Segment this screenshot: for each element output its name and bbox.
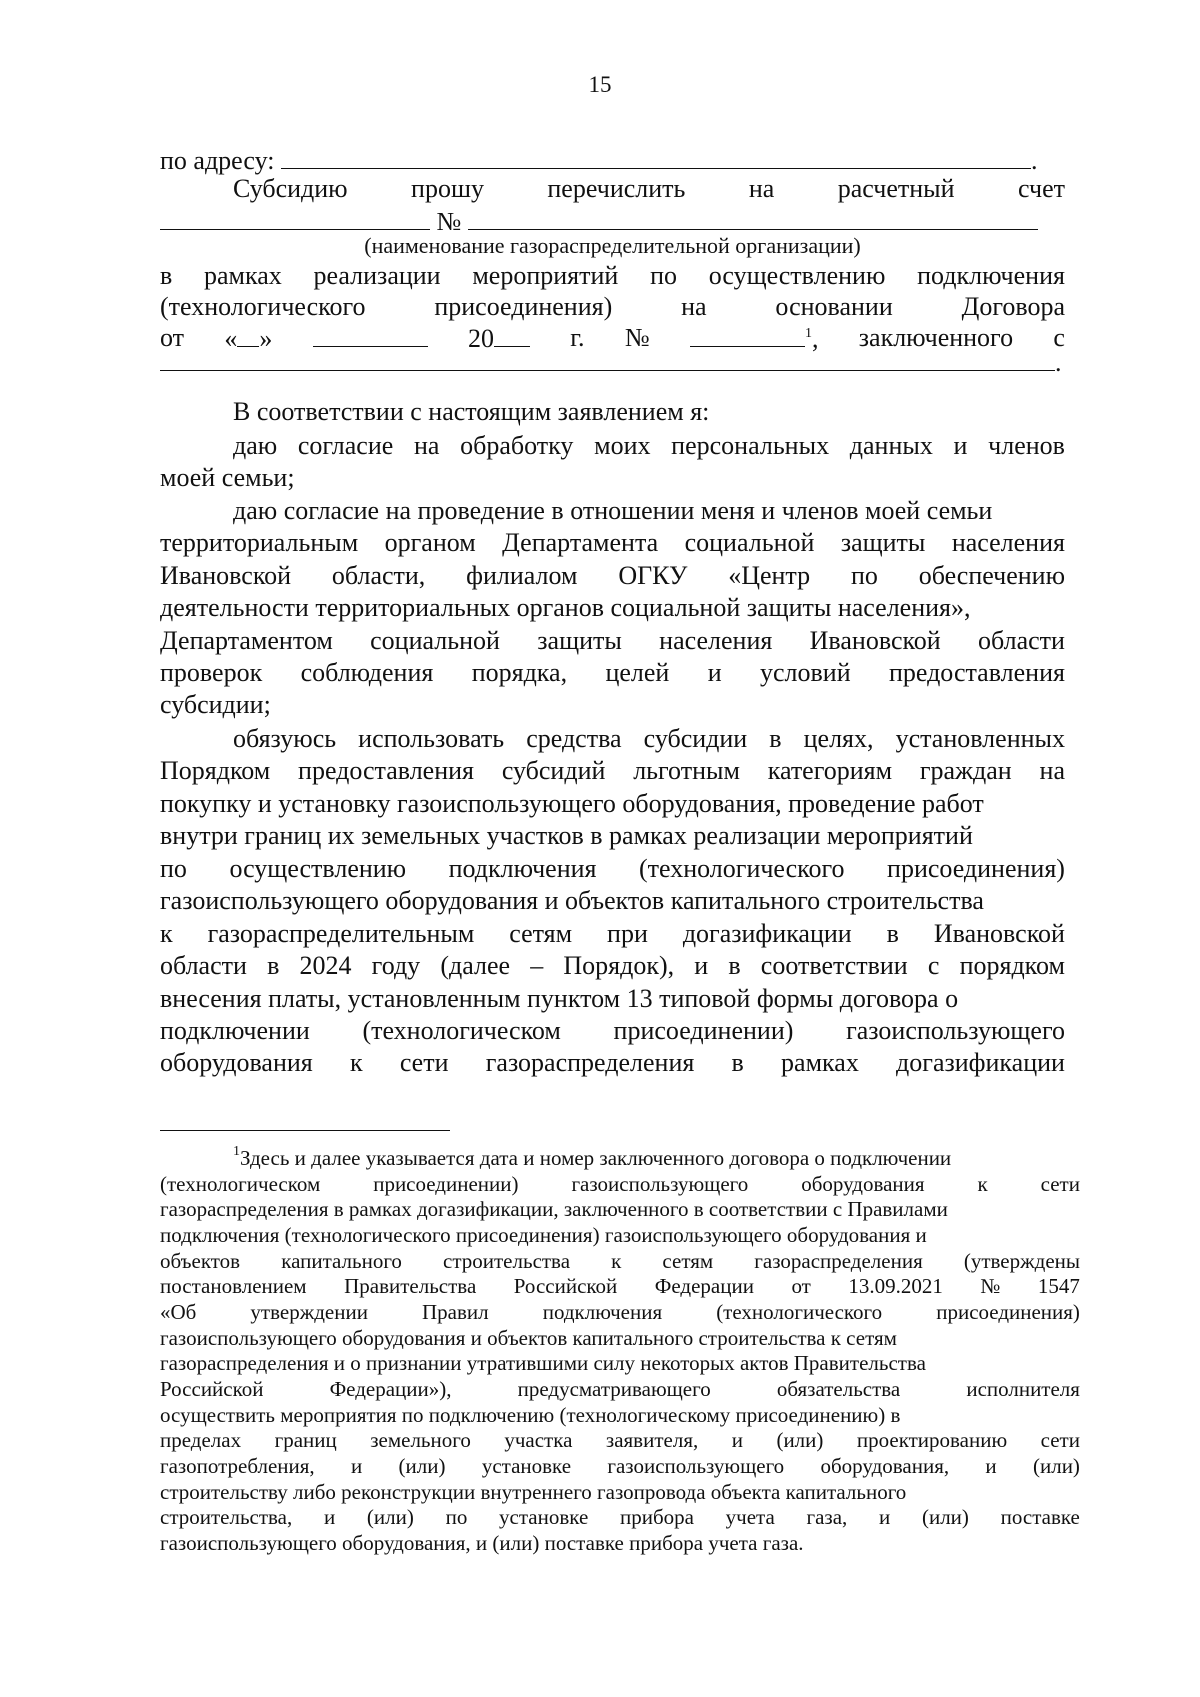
p2-line-3 [160, 560, 1065, 592]
word: с [927, 951, 940, 980]
word: Российской [513, 1274, 618, 1298]
word: сети [1040, 1428, 1080, 1452]
word: населения [659, 626, 773, 655]
word: «Центр [728, 561, 811, 590]
word: участка [504, 1428, 573, 1452]
intro: В соответствии с настоящим заявлением я: [233, 397, 710, 426]
word: присоединения) [434, 292, 613, 321]
word: Субсидию [233, 174, 348, 203]
word: пределах [160, 1428, 242, 1452]
word: органом [384, 528, 476, 557]
word: субсидий [501, 756, 606, 785]
word: и [350, 1454, 363, 1478]
word: строительства [443, 1249, 571, 1273]
word: исполнителя [966, 1377, 1080, 1401]
org-caption: (наименование газораспределительной организации) [364, 233, 861, 258]
p3-line-9: внесения платы, установленным пунктом 13 типовой формы договора о [160, 984, 959, 1013]
footnote-line-4: подключения (технологического присоединения) газоиспользующего оборудования и [160, 1223, 927, 1247]
word: (или) [398, 1454, 446, 1478]
p1-line-2: моей семьи; [160, 463, 295, 492]
form-line-5 [160, 291, 1065, 323]
p2-line-2 [160, 527, 1065, 559]
word: 1547 [1037, 1274, 1080, 1298]
word: при [607, 919, 648, 948]
word: осуществлению [229, 854, 407, 883]
word: и [707, 658, 722, 687]
word: границ [274, 1428, 337, 1452]
form-line-4 [160, 260, 1065, 292]
word: заявителя, [605, 1428, 699, 1452]
word: данных [849, 431, 933, 460]
year-blank [494, 322, 530, 347]
word: газораспределения [485, 1048, 695, 1077]
word: субсидии [643, 724, 748, 753]
word: льготным [633, 756, 740, 785]
word: постановлением [160, 1274, 307, 1298]
word: сетям [509, 919, 573, 948]
word: «Об [160, 1300, 197, 1324]
word: к [611, 1249, 622, 1273]
p2-line-6 [160, 657, 1065, 689]
word: (или) [776, 1428, 824, 1452]
footnote-line-5 [160, 1249, 1080, 1275]
word: соответствии [760, 951, 908, 980]
footnote-line-3: газораспределения в рамках догазификации, заключенного в соответствии с Правилами [160, 1197, 948, 1221]
footnote-line-12 [160, 1428, 1080, 1454]
word: в [769, 724, 782, 753]
word: проектированию [856, 1428, 1008, 1452]
word: Российской [160, 1377, 264, 1401]
word: соблюдения [300, 658, 434, 687]
word: подключения [917, 261, 1065, 290]
word: мероприятий [472, 261, 619, 290]
word: подключения [448, 854, 597, 883]
word: Федерации [654, 1274, 754, 1298]
word: проверок [160, 658, 263, 687]
word: поставке [1000, 1505, 1080, 1529]
word: области [978, 626, 1065, 655]
word: предусматривающего [517, 1377, 711, 1401]
word: порядка, [471, 658, 568, 687]
address-line: по адресу: . [160, 146, 1038, 175]
word: Департаментом [160, 626, 333, 655]
number-sign: № [436, 207, 462, 236]
p3-line-5 [160, 853, 1065, 885]
page-number: 15 [588, 72, 612, 97]
footnote-line-15 [160, 1505, 1080, 1531]
word: году [371, 951, 421, 980]
word: обязательства [776, 1377, 901, 1401]
word: основании [775, 292, 893, 321]
word: в [886, 919, 899, 948]
word: Правил [422, 1300, 489, 1324]
comma: , [811, 324, 819, 353]
word: газоиспользующего [607, 1454, 785, 1478]
footnote-line-7 [160, 1300, 1080, 1326]
word: подключении [160, 1016, 310, 1045]
p3-line-6: газоиспользующего оборудования и объектов капитального строительства [160, 886, 984, 915]
word: Правительства [344, 1274, 477, 1298]
word: граждан [919, 756, 1012, 785]
word: моих [594, 431, 651, 460]
word: догазификации [896, 1048, 1065, 1077]
word: персональных [671, 431, 830, 460]
from-word: от [160, 323, 185, 352]
counterparty-line: . [160, 346, 1065, 379]
word: объектов [160, 1249, 241, 1273]
word: газораспределительным [207, 919, 475, 948]
p3-line-2 [160, 755, 1065, 787]
word: в [267, 951, 280, 980]
word: социальной [684, 528, 815, 557]
word: и [879, 1505, 891, 1529]
word: рамках [781, 1048, 859, 1077]
word: строительства, [160, 1505, 293, 1529]
word: по [850, 561, 878, 590]
word: присоединения) [887, 854, 1065, 883]
word: Ивановской [160, 561, 292, 590]
word: установленных [895, 724, 1065, 753]
word: (технологического [639, 854, 845, 883]
word: счет [1017, 174, 1065, 203]
word: сети [399, 1048, 449, 1077]
footnote-line-14: строительству либо реконструкции внутреннего газопровода объекта капитального [160, 1480, 907, 1504]
p3-line-1 [160, 723, 1065, 755]
word: 13.09.2021 [848, 1274, 943, 1298]
word: населения [951, 528, 1065, 557]
word: целях, [803, 724, 874, 753]
footnote-line-11: осуществить мероприятия по подключению (технологическому присоединению) в [160, 1403, 901, 1427]
word: подключения [542, 1300, 663, 1324]
p1-line-1 [160, 430, 1065, 462]
word: от [791, 1274, 811, 1298]
p2-line-1: даю согласие на проведение в отношении меня и членов моей семьи [233, 496, 993, 525]
word: газопотребления, [160, 1454, 315, 1478]
p3-line-11 [160, 1047, 1065, 1079]
footnote-line-13 [160, 1454, 1080, 1480]
word: области [160, 951, 247, 980]
word: категориям [767, 756, 893, 785]
word: оборудования [160, 1048, 313, 1077]
address-label: по адресу: [160, 146, 275, 175]
word: территориальным [160, 528, 359, 557]
word: газораспределения [754, 1249, 923, 1273]
word: газоиспользующего [846, 1016, 1065, 1045]
word: присоединении) [373, 1172, 519, 1196]
word: сети [1040, 1172, 1080, 1196]
footnote-separator [160, 1130, 450, 1131]
word: в [731, 1048, 744, 1077]
with-word: с [1053, 323, 1065, 352]
word: защиты [537, 626, 622, 655]
word: использовать [358, 724, 505, 753]
word: предоставления [888, 658, 1065, 687]
word: на [748, 174, 775, 203]
word: присоединении) [613, 1016, 794, 1045]
word: газоиспользующего [571, 1172, 749, 1196]
word: догазификации [682, 919, 852, 948]
word: Ивановской [809, 626, 941, 655]
p2-line-4: деятельности территориальных органов социальной защиты населения», [160, 593, 971, 622]
word: установке [499, 1505, 589, 1529]
contract-number-blank [690, 322, 805, 347]
word: расчетный [837, 174, 955, 203]
contract-number-sign: № [624, 323, 650, 352]
word: согласие [297, 431, 394, 460]
org-name-blank [160, 205, 430, 230]
word: к [977, 1172, 988, 1196]
p3-line-10 [160, 1015, 1065, 1047]
word: порядком [959, 951, 1065, 980]
footnote-line-16: газоиспользующего оборудования, и (или) поставке прибора учета газа. [160, 1531, 804, 1555]
word: условий [759, 658, 851, 687]
p3-line-8 [160, 950, 1065, 982]
word: прибора [619, 1505, 694, 1529]
word: членов [988, 431, 1065, 460]
word: защиты [840, 528, 926, 557]
word: и [953, 431, 968, 460]
word: сетям [662, 1249, 714, 1273]
p2-line-7: субсидии; [160, 690, 271, 719]
word: оборудования, [820, 1454, 950, 1478]
word: Федерации»), [329, 1377, 452, 1401]
word: предоставления [298, 756, 475, 785]
word: в [160, 261, 173, 290]
word: перечислить [547, 174, 686, 203]
word: к [160, 919, 173, 948]
footnote-line-6 [160, 1274, 1080, 1300]
word: Департамента [502, 528, 659, 557]
footnote-mark: 1 [233, 1144, 240, 1159]
word: газа, [806, 1505, 848, 1529]
footnote-line-1-text: Здесь и далее указывается дата и номер заключенного договора о подключении [240, 1146, 952, 1170]
word: (технологическом [362, 1016, 561, 1045]
word: земельного [370, 1428, 471, 1452]
word: рамках [204, 261, 282, 290]
quote-close: » [259, 324, 273, 353]
word: по [650, 261, 677, 290]
word: обеспечению [918, 561, 1065, 590]
word: учета [725, 1505, 775, 1529]
word: и [694, 951, 709, 980]
word: (далее [440, 951, 511, 980]
word: Ивановской [933, 919, 1065, 948]
concluded-word: заключенного [858, 323, 1014, 352]
word: установке [481, 1454, 572, 1478]
word: – [530, 951, 544, 980]
year-prefix: 20 [467, 324, 494, 353]
word: капитального [281, 1249, 402, 1273]
word: целей [605, 658, 670, 687]
word: даю [233, 431, 278, 460]
word: прошу [411, 174, 484, 203]
p3-line-4: внутри границ их земельных участков в рамках реализации мероприятий [160, 821, 973, 850]
p3-line-3: покупку и установку газоиспользующего оборудования, проведение работ [160, 789, 984, 818]
word: по [445, 1505, 468, 1529]
word: обязуюсь [233, 724, 337, 753]
word: присоединения) [936, 1300, 1080, 1324]
word: реализации [313, 261, 441, 290]
footnote-line-1 [160, 1146, 1080, 1172]
p2-line-5 [160, 625, 1065, 657]
word: № [980, 1274, 1001, 1298]
word: Договора [961, 292, 1065, 321]
word: социальной [370, 626, 500, 655]
word: Порядок), [563, 951, 675, 980]
footnote-line-8: газоиспользующего оборудования и объектов капитального строительства к сетям [160, 1326, 897, 1350]
word: (технологического [716, 1300, 883, 1324]
word: (или) [921, 1505, 969, 1529]
footnote-line-9: газораспределения и о признании утратившими силу некоторых актов Правительства [160, 1351, 926, 1375]
word: средства [526, 724, 622, 753]
word: (или) [1032, 1454, 1080, 1478]
word: на [413, 431, 440, 460]
word: (утверждены [963, 1249, 1080, 1273]
word: и [323, 1505, 336, 1529]
word: на [681, 292, 707, 321]
subsidy-line [160, 173, 1065, 205]
p3-line-7 [160, 918, 1065, 950]
word: 2024 [299, 951, 352, 980]
quote-open: « [224, 324, 238, 353]
word: по [160, 854, 187, 883]
word: Порядком [160, 756, 271, 785]
footnote-line-10 [160, 1377, 1080, 1403]
word: и [985, 1454, 997, 1478]
year-suffix: г. [570, 323, 585, 352]
footnote-ref: 1 [804, 326, 812, 341]
word: (технологического [160, 292, 366, 321]
word: и [731, 1428, 743, 1452]
word: (технологическом [160, 1172, 321, 1196]
account-number-blank [468, 205, 1038, 230]
word: обработку [460, 431, 574, 460]
word: осуществлению [708, 261, 886, 290]
address-blank [281, 144, 1031, 169]
word: утверждении [250, 1300, 368, 1324]
word: в [728, 951, 741, 980]
word: оборудования [801, 1172, 925, 1196]
word: на [1039, 756, 1065, 785]
word: области, [331, 561, 426, 590]
month-blank [313, 322, 428, 347]
word: (или) [366, 1505, 414, 1529]
day-blank [237, 322, 259, 347]
footnote-line-2 [160, 1172, 1080, 1198]
word: филиалом [466, 561, 578, 590]
word: ОГКУ [618, 561, 688, 590]
counterparty-blank [160, 346, 1055, 371]
word: к [349, 1048, 363, 1077]
